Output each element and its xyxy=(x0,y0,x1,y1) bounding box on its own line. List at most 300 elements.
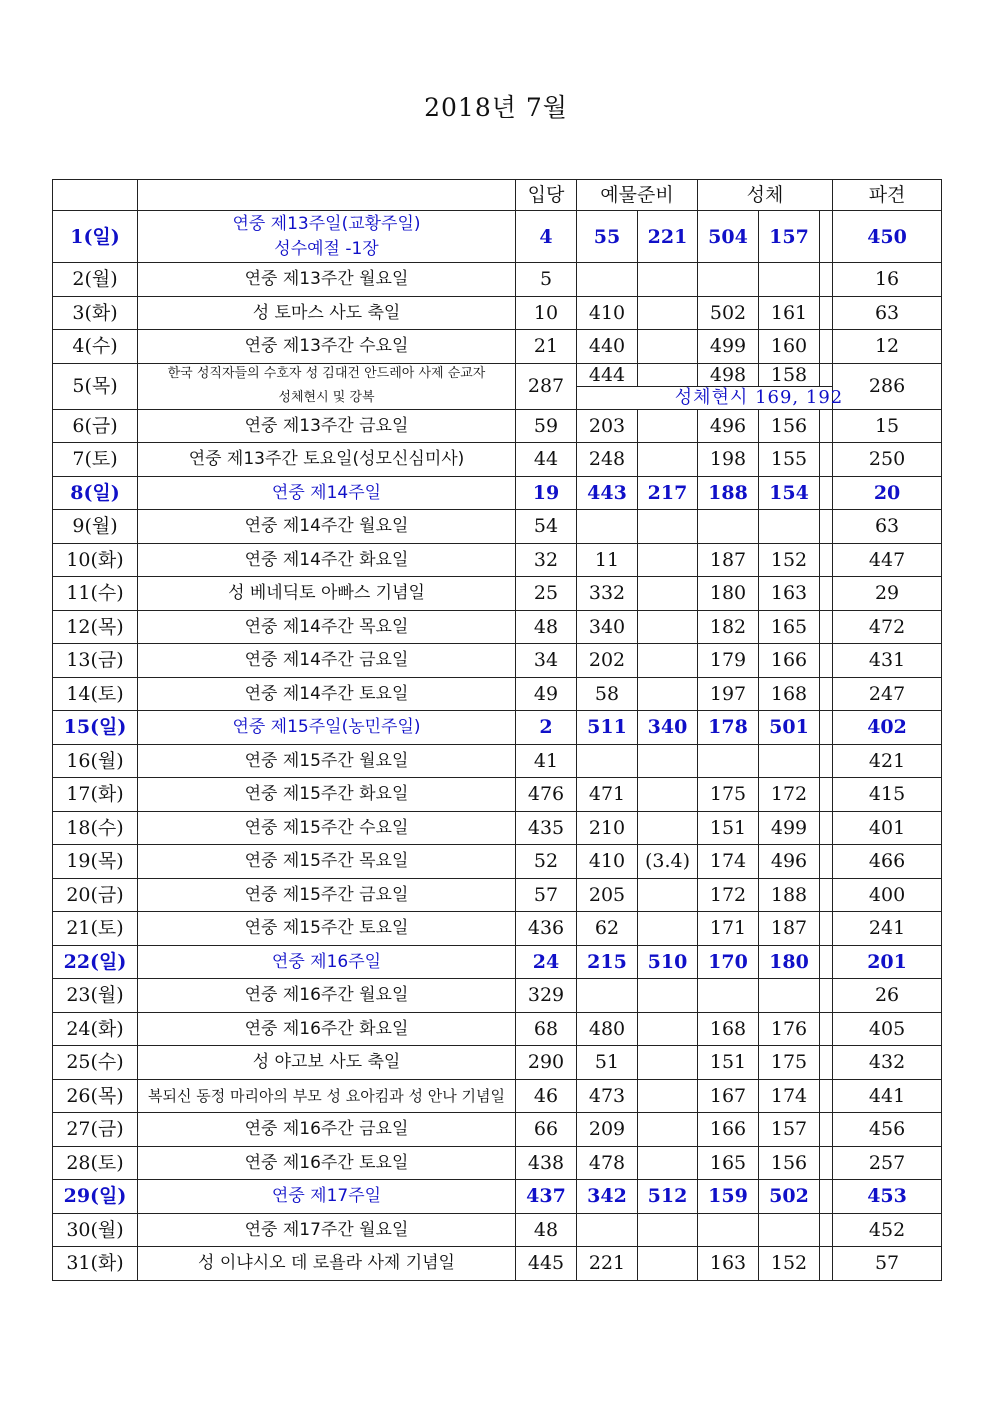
table-cell xyxy=(759,263,820,297)
header-date xyxy=(53,180,138,211)
table-cell xyxy=(638,677,698,711)
table-cell: 431 xyxy=(833,644,942,678)
table-cell: 447 xyxy=(833,543,942,577)
table-cell: 152 xyxy=(759,1247,820,1281)
table-cell xyxy=(820,363,833,386)
table-cell xyxy=(759,510,820,544)
table-cell: 10 xyxy=(516,296,577,330)
table-cell: 241 xyxy=(833,912,942,946)
table-cell: 512 xyxy=(638,1180,698,1214)
table-cell: 445 xyxy=(516,1247,577,1281)
table-cell: 55 xyxy=(577,211,638,263)
table-cell: 202 xyxy=(577,644,638,678)
table-cell xyxy=(820,409,833,443)
event-name: 연중 제14주간 금요일 xyxy=(138,644,516,678)
table-cell xyxy=(577,744,638,778)
table-row xyxy=(53,845,942,879)
table-cell: 163 xyxy=(698,1247,759,1281)
table-cell xyxy=(138,363,516,409)
event-name: 연중 제15주간 목요일 xyxy=(138,845,516,879)
table-row xyxy=(53,211,942,263)
table-cell: 188 xyxy=(698,476,759,510)
table-cell: 473 xyxy=(577,1079,638,1113)
table-cell xyxy=(820,778,833,812)
table-cell: 9(월) xyxy=(53,510,138,544)
table-cell: 34 xyxy=(516,644,577,678)
event-name: 연중 제17주간 월요일 xyxy=(138,1213,516,1247)
event-name: 연중 제14주간 화요일 xyxy=(138,543,516,577)
table-cell: 29 xyxy=(833,577,942,611)
table-row xyxy=(53,1180,942,1214)
table-cell: 152 xyxy=(759,543,820,577)
table-cell: 16(월) xyxy=(53,744,138,778)
table-row xyxy=(53,1046,942,1080)
table-cell: 155 xyxy=(759,443,820,477)
table-cell: 7(토) xyxy=(53,443,138,477)
table-cell: 5 xyxy=(516,263,577,297)
event-name: 연중 제16주간 화요일 xyxy=(138,1012,516,1046)
table-cell: 12(목) xyxy=(53,610,138,644)
table-cell xyxy=(820,744,833,778)
table-cell: 174 xyxy=(698,845,759,879)
table-cell: 28(토) xyxy=(53,1146,138,1180)
table-cell: 5(목) xyxy=(53,363,138,409)
table-cell: 498 xyxy=(698,363,759,386)
table-cell: 57 xyxy=(516,878,577,912)
event-name: 연중 제15주간 수요일 xyxy=(138,811,516,845)
event-name: 연중 제13주간 금요일 xyxy=(138,409,516,443)
table-cell: 248 xyxy=(577,443,638,477)
table-cell: 221 xyxy=(577,1247,638,1281)
table-cell xyxy=(820,610,833,644)
table-cell: 172 xyxy=(698,878,759,912)
table-cell: 23(월) xyxy=(53,979,138,1013)
header-entrance: 입당 xyxy=(516,180,577,211)
event-name: 연중 제16주간 월요일 xyxy=(138,979,516,1013)
table-cell: 480 xyxy=(577,1012,638,1046)
table-cell: 151 xyxy=(698,1046,759,1080)
table-cell: 16 xyxy=(833,263,942,297)
table-cell: 2 xyxy=(516,711,577,745)
table-cell: 62 xyxy=(577,912,638,946)
event-name-line2: 성수예절 -1장 xyxy=(274,238,379,259)
event-name: 성 토마스 사도 축일 xyxy=(138,296,516,330)
table-cell xyxy=(638,443,698,477)
event-name-line1: 한국 성직자들의 수호자 성 김대건 안드레아 사제 순교자 xyxy=(167,366,486,381)
table-cell: 499 xyxy=(698,330,759,364)
table-cell xyxy=(820,1012,833,1046)
table-cell: 26(목) xyxy=(53,1079,138,1113)
header-communion: 성체 xyxy=(698,180,833,211)
event-name: 연중 제14주간 월요일 xyxy=(138,510,516,544)
table-cell: 511 xyxy=(577,711,638,745)
event-name: 연중 제16주간 금요일 xyxy=(138,1113,516,1147)
table-cell xyxy=(820,979,833,1013)
table-cell: 178 xyxy=(698,711,759,745)
table-cell: 63 xyxy=(833,510,942,544)
table-cell xyxy=(698,1213,759,1247)
table-row xyxy=(53,1247,942,1281)
table-cell xyxy=(638,1079,698,1113)
table-row xyxy=(53,778,942,812)
table-cell: 287 xyxy=(516,363,577,409)
table-cell: 250 xyxy=(833,443,942,477)
table-cell: 502 xyxy=(759,1180,820,1214)
table-row xyxy=(53,510,942,544)
table-row xyxy=(53,330,942,364)
table-cell xyxy=(820,1046,833,1080)
table-cell xyxy=(759,744,820,778)
table-cell xyxy=(638,979,698,1013)
table-cell xyxy=(820,1146,833,1180)
table-cell: 180 xyxy=(759,945,820,979)
event-name: 성 이냐시오 데 로욜라 사제 기념일 xyxy=(138,1247,516,1281)
table-cell: 210 xyxy=(577,811,638,845)
table-cell: 421 xyxy=(833,744,942,778)
table-cell: 410 xyxy=(577,845,638,879)
table-row xyxy=(53,543,942,577)
table-cell xyxy=(820,443,833,477)
table-cell xyxy=(820,476,833,510)
table-cell xyxy=(820,577,833,611)
table-cell: 402 xyxy=(833,711,942,745)
table-cell: 466 xyxy=(833,845,942,879)
table-cell: 57 xyxy=(833,1247,942,1281)
table-cell: 4(수) xyxy=(53,330,138,364)
table-cell: 180 xyxy=(698,577,759,611)
table-cell xyxy=(820,811,833,845)
table-cell xyxy=(820,1113,833,1147)
table-cell: 32 xyxy=(516,543,577,577)
table-cell: 25(수) xyxy=(53,1046,138,1080)
table-cell xyxy=(759,979,820,1013)
table-cell: 405 xyxy=(833,1012,942,1046)
table-cell: 496 xyxy=(698,409,759,443)
table-row xyxy=(53,476,942,510)
table-cell: 435 xyxy=(516,811,577,845)
event-name: 연중 제15주간 금요일 xyxy=(138,878,516,912)
table-cell: 443 xyxy=(577,476,638,510)
table-cell: 187 xyxy=(698,543,759,577)
table-cell xyxy=(638,1046,698,1080)
table-cell: 453 xyxy=(833,1180,942,1214)
table-cell xyxy=(638,912,698,946)
table-cell: 476 xyxy=(516,778,577,812)
table-cell: 19 xyxy=(516,476,577,510)
table-cell: (3.4) xyxy=(638,845,698,879)
table-cell: 54 xyxy=(516,510,577,544)
table-cell: 257 xyxy=(833,1146,942,1180)
table-cell: 151 xyxy=(698,811,759,845)
table-cell: 188 xyxy=(759,878,820,912)
table-cell xyxy=(638,543,698,577)
table-row xyxy=(53,1079,942,1113)
table-cell: 332 xyxy=(577,577,638,611)
table-cell: 59 xyxy=(516,409,577,443)
table-cell xyxy=(759,1213,820,1247)
table-cell: 52 xyxy=(516,845,577,879)
table-cell xyxy=(638,778,698,812)
header-name xyxy=(138,180,516,211)
table-cell xyxy=(638,263,698,297)
table-cell: 31(화) xyxy=(53,1247,138,1281)
event-name: 연중 제16주일 xyxy=(138,945,516,979)
table-cell: 496 xyxy=(759,845,820,879)
table-cell: 340 xyxy=(577,610,638,644)
table-cell: 286 xyxy=(833,363,942,409)
table-cell xyxy=(820,677,833,711)
table-cell: 167 xyxy=(698,1079,759,1113)
table-cell xyxy=(820,1213,833,1247)
table-row xyxy=(53,644,942,678)
table-cell: 156 xyxy=(759,409,820,443)
table-cell: 3(화) xyxy=(53,296,138,330)
table-cell: 290 xyxy=(516,1046,577,1080)
table-cell: 14(토) xyxy=(53,677,138,711)
table-cell: 4 xyxy=(516,211,577,263)
table-cell: 21 xyxy=(516,330,577,364)
table-cell: 170 xyxy=(698,945,759,979)
table-cell: 24 xyxy=(516,945,577,979)
table-cell: 49 xyxy=(516,677,577,711)
table-cell xyxy=(820,845,833,879)
table-cell: 410 xyxy=(577,296,638,330)
table-cell: 6(금) xyxy=(53,409,138,443)
table-row xyxy=(53,979,942,1013)
table-cell: 10(화) xyxy=(53,543,138,577)
table-cell: 41 xyxy=(516,744,577,778)
table-cell: 472 xyxy=(833,610,942,644)
table-cell: 444 xyxy=(577,363,638,386)
table-cell xyxy=(820,1180,833,1214)
table-cell: 68 xyxy=(516,1012,577,1046)
event-name: 연중 제15주간 토요일 xyxy=(138,912,516,946)
table-cell: 440 xyxy=(577,330,638,364)
table-cell xyxy=(638,363,698,386)
table-cell: 217 xyxy=(638,476,698,510)
table-cell: 160 xyxy=(759,330,820,364)
table-cell: 436 xyxy=(516,912,577,946)
event-name: 연중 제17주일 xyxy=(138,1180,516,1214)
table-cell xyxy=(820,211,833,263)
event-name: 연중 제15주간 월요일 xyxy=(138,744,516,778)
table-cell: 165 xyxy=(759,610,820,644)
table-cell: 44 xyxy=(516,443,577,477)
table-cell: 172 xyxy=(759,778,820,812)
table-cell xyxy=(638,744,698,778)
table-cell: 215 xyxy=(577,945,638,979)
table-cell: 201 xyxy=(833,945,942,979)
table-cell: 8(일) xyxy=(53,476,138,510)
table-cell: 51 xyxy=(577,1046,638,1080)
table-cell xyxy=(577,1213,638,1247)
table-cell xyxy=(638,610,698,644)
table-cell xyxy=(820,330,833,364)
table-cell xyxy=(698,744,759,778)
table-cell xyxy=(638,878,698,912)
table-row xyxy=(53,1113,942,1147)
table-cell: 15 xyxy=(833,409,942,443)
table-cell: 247 xyxy=(833,677,942,711)
table-cell: 159 xyxy=(698,1180,759,1214)
table-cell xyxy=(698,263,759,297)
table-cell: 437 xyxy=(516,1180,577,1214)
table-cell: 441 xyxy=(833,1079,942,1113)
table-cell: 456 xyxy=(833,1113,942,1147)
table-cell xyxy=(577,510,638,544)
table-cell: 22(일) xyxy=(53,945,138,979)
event-name: 복되신 동정 마리아의 부모 성 요아킴과 성 안나 기념일 xyxy=(138,1079,516,1113)
table-cell: 203 xyxy=(577,409,638,443)
table-cell: 182 xyxy=(698,610,759,644)
table-cell: 401 xyxy=(833,811,942,845)
table-row xyxy=(53,1012,942,1046)
table-cell: 18(수) xyxy=(53,811,138,845)
table-cell xyxy=(698,510,759,544)
table-cell: 342 xyxy=(577,1180,638,1214)
table-cell xyxy=(820,1079,833,1113)
event-name: 성 야고보 사도 축일 xyxy=(138,1046,516,1080)
table-cell: 175 xyxy=(698,778,759,812)
table-cell: 174 xyxy=(759,1079,820,1113)
table-cell xyxy=(638,1213,698,1247)
table-cell: 30(월) xyxy=(53,1213,138,1247)
table-cell: 48 xyxy=(516,1213,577,1247)
table-cell: 478 xyxy=(577,1146,638,1180)
table-cell xyxy=(638,510,698,544)
table-cell xyxy=(820,711,833,745)
table-cell xyxy=(820,296,833,330)
table-row xyxy=(53,409,942,443)
table-cell: 471 xyxy=(577,778,638,812)
page-title: 2018년 7월 xyxy=(424,93,568,122)
table-cell: 450 xyxy=(833,211,942,263)
table-row xyxy=(53,610,942,644)
table-cell: 198 xyxy=(698,443,759,477)
table-cell xyxy=(698,979,759,1013)
table-cell: 11 xyxy=(577,543,638,577)
table-cell xyxy=(820,510,833,544)
table-cell: 29(일) xyxy=(53,1180,138,1214)
table-cell xyxy=(638,1247,698,1281)
table-row xyxy=(53,296,942,330)
table-cell: 205 xyxy=(577,878,638,912)
event-name: 연중 제13주간 월요일 xyxy=(138,263,516,297)
table-cell: 452 xyxy=(833,1213,942,1247)
event-name: 연중 제15주간 화요일 xyxy=(138,778,516,812)
table-cell xyxy=(820,878,833,912)
table-cell: 2(월) xyxy=(53,263,138,297)
table-row xyxy=(53,711,942,745)
table-cell: 187 xyxy=(759,912,820,946)
table-cell xyxy=(577,263,638,297)
table-cell xyxy=(638,1012,698,1046)
table-cell: 432 xyxy=(833,1046,942,1080)
table-cell xyxy=(820,945,833,979)
table-cell: 209 xyxy=(577,1113,638,1147)
event-name: 연중 제14주간 토요일 xyxy=(138,677,516,711)
table-cell: 58 xyxy=(577,677,638,711)
table-row xyxy=(53,1146,942,1180)
table-cell: 179 xyxy=(698,644,759,678)
table-cell xyxy=(638,1113,698,1147)
table-cell: 166 xyxy=(698,1113,759,1147)
table-cell: 156 xyxy=(759,1146,820,1180)
table-cell xyxy=(820,1247,833,1281)
table-cell: 176 xyxy=(759,1012,820,1046)
header-row xyxy=(53,180,942,211)
table-cell: 400 xyxy=(833,878,942,912)
table-cell: 1(일) xyxy=(53,211,138,263)
table-cell: 157 xyxy=(759,211,820,263)
table-cell: 20 xyxy=(833,476,942,510)
event-name-line1: 연중 제13주일(교황주일) xyxy=(232,213,421,234)
table-cell xyxy=(638,811,698,845)
table-cell: 63 xyxy=(833,296,942,330)
table-row xyxy=(53,878,942,912)
table-cell: 24(화) xyxy=(53,1012,138,1046)
event-name: 연중 제16주간 토요일 xyxy=(138,1146,516,1180)
table-cell: 19(목) xyxy=(53,845,138,879)
table-cell: 221 xyxy=(638,211,698,263)
table-cell: 158 xyxy=(759,363,820,386)
table-cell: 166 xyxy=(759,644,820,678)
event-name: 연중 제14주간 목요일 xyxy=(138,610,516,644)
table-cell: 11(수) xyxy=(53,577,138,611)
event-name: 연중 제13주간 수요일 xyxy=(138,330,516,364)
table-cell: 340 xyxy=(638,711,698,745)
table-cell xyxy=(638,1146,698,1180)
table-cell: 499 xyxy=(759,811,820,845)
table-cell: 13(금) xyxy=(53,644,138,678)
table-row xyxy=(53,945,942,979)
table-cell xyxy=(638,644,698,678)
exposition-note: 성체현시 169, 192 xyxy=(577,386,942,409)
table-cell: 504 xyxy=(698,211,759,263)
table-row xyxy=(53,912,942,946)
table-cell: 25 xyxy=(516,577,577,611)
table-cell: 168 xyxy=(759,677,820,711)
event-name xyxy=(138,211,516,263)
table-cell xyxy=(577,979,638,1013)
table-cell: 197 xyxy=(698,677,759,711)
table-cell: 48 xyxy=(516,610,577,644)
table-cell: 501 xyxy=(759,711,820,745)
table-cell: 161 xyxy=(759,296,820,330)
event-name: 연중 제14주일 xyxy=(138,476,516,510)
table-cell xyxy=(820,912,833,946)
table-cell xyxy=(638,577,698,611)
table-row xyxy=(53,1213,942,1247)
table-row xyxy=(53,263,942,297)
table-cell xyxy=(638,330,698,364)
event-name: 연중 제13주간 토요일(성모신심미사) xyxy=(138,443,516,477)
table-cell xyxy=(638,409,698,443)
table-cell: 438 xyxy=(516,1146,577,1180)
table-cell: 329 xyxy=(516,979,577,1013)
header-offering: 예물준비 xyxy=(577,180,698,211)
table-cell xyxy=(820,263,833,297)
table-cell: 171 xyxy=(698,912,759,946)
table-cell: 157 xyxy=(759,1113,820,1147)
table-cell: 163 xyxy=(759,577,820,611)
table-row xyxy=(53,363,942,386)
table-cell: 510 xyxy=(638,945,698,979)
liturgy-schedule-table xyxy=(52,179,942,1281)
table-cell: 46 xyxy=(516,1079,577,1113)
table-cell: 502 xyxy=(698,296,759,330)
table-row xyxy=(53,811,942,845)
